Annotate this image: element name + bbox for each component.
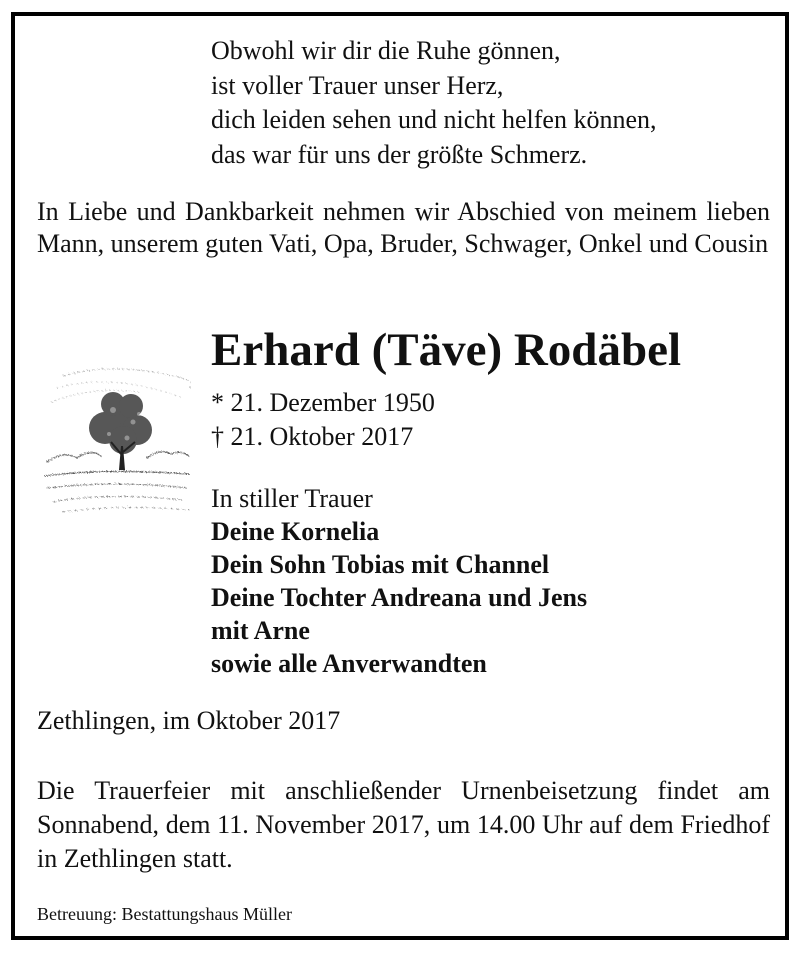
mourners-heading: In stiller Trauer [211,484,373,513]
intro-text: In Liebe und Dankbarkeit nehmen wir Abschied von meinem lieben Mann, unserem guten Vati, Opa, Bruder, Schwager, Onkel und Cousin [37,197,770,258]
place-date: Zethlingen, im Oktober 2017 [37,706,341,735]
poem-line: Obwohl wir dir die Ruhe gönnen, [211,36,561,65]
mourner-line: mit Arne [211,616,310,645]
poem-line: das war für uns der größte Schmerz. [211,139,588,169]
poem-line: dich leiden sehen und nicht helfen können, [211,105,657,134]
poem-line: ist voller Trauer unser Herz, [211,70,504,100]
ceremony-text: Die Trauerfeier mit anschließender Urnenbeisetzung findet am Sonnabend, dem 11. November 2017, um 14.00 Uhr auf dem Friedhof in Zethlingen statt. [37,776,770,873]
mourner-line: sowie alle Anverwandten [211,649,487,678]
mourner-line: Dein Sohn Tobias mit Channel [211,550,550,579]
funeral-home-credit: Betreuung: Bestattungshaus Müller [37,904,292,924]
mourner-line: Deine Tochter Andreana und Jens [211,583,588,612]
birth-date: * 21. Dezember 1950 [211,388,435,417]
tree-landscape-icon [43,358,191,518]
mourners-block [211,482,587,680]
obituary-notice [11,12,789,940]
mourner-line: Deine Kornelia [211,517,380,546]
death-date: † 21. Oktober 2017 [211,421,414,451]
life-dates [211,386,435,453]
deceased-name: Erhard (Täve) Rodäbel [211,324,681,376]
poem [211,34,656,172]
